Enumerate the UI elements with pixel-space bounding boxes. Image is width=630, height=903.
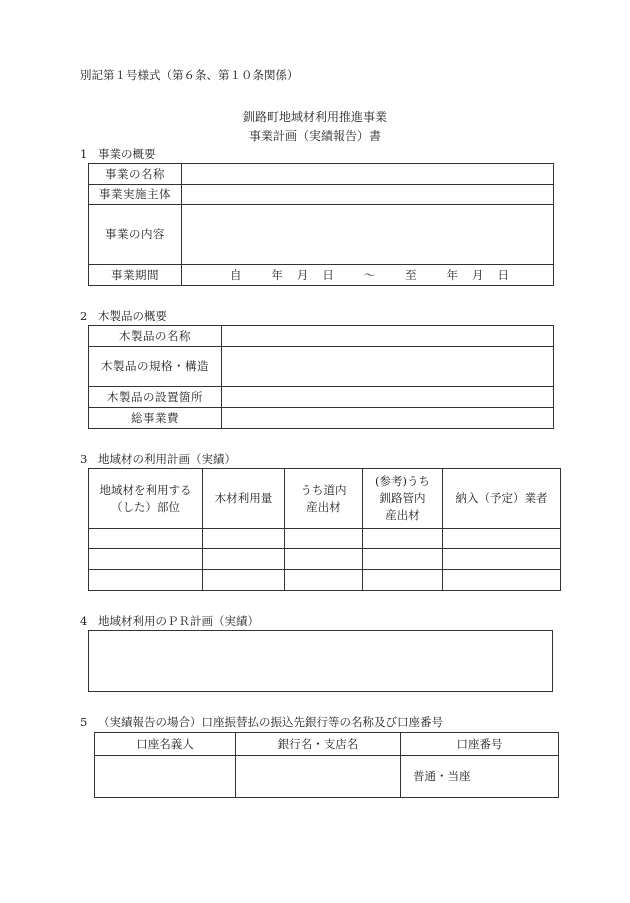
table-row <box>89 326 554 347</box>
period-month-2: 月 <box>472 267 484 282</box>
usage-cell[interactable] <box>363 529 443 549</box>
usage-cell[interactable] <box>285 529 363 549</box>
usage-cell[interactable] <box>363 570 443 591</box>
project-content-field[interactable] <box>182 205 554 265</box>
usage-cell[interactable] <box>443 549 561 570</box>
usage-cell[interactable] <box>203 570 285 591</box>
title-line-2: 事業計画（実績報告）書 <box>248 129 381 143</box>
col-usage-part: 地域材を利用する （した）部位 <box>89 469 203 529</box>
table-row <box>89 387 554 408</box>
section-2-title: 木製品の概要 <box>98 309 167 323</box>
period-month-1: 月 <box>296 267 309 282</box>
section-5-number: 5 <box>80 715 88 729</box>
bank-account-table <box>94 732 559 798</box>
table-row <box>89 265 554 286</box>
usage-cell[interactable] <box>363 549 443 570</box>
table-row <box>89 185 554 205</box>
table-row <box>89 549 561 570</box>
document-title <box>0 108 630 146</box>
pr-plan-field[interactable] <box>89 631 553 692</box>
account-number-field[interactable] <box>401 756 559 798</box>
total-cost-label: 総事業費 <box>89 408 222 429</box>
product-name-label: 木製品の名称 <box>89 326 222 347</box>
usage-plan-table <box>88 468 561 591</box>
install-location-label: 木製品の設置箇所 <box>89 387 222 408</box>
bank-branch-field[interactable] <box>236 756 401 798</box>
col-account-number: 口座番号 <box>401 733 559 756</box>
section-3-number: 3 <box>80 452 88 466</box>
table-row <box>89 529 561 549</box>
col-hokkaido-wood: うち道内 産出材 <box>285 469 363 529</box>
table-row <box>89 347 554 387</box>
project-name-field[interactable] <box>182 164 554 185</box>
table-row <box>89 631 553 692</box>
usage-cell[interactable] <box>443 529 561 549</box>
period-to: 至 <box>405 267 417 282</box>
section-2-heading <box>80 308 167 324</box>
period-year-1: 年 <box>271 267 283 282</box>
section-1-title: 事業の概要 <box>98 147 156 161</box>
section-3-heading <box>80 451 236 467</box>
section-3-title: 地域材の利用計画（実績） <box>98 452 236 466</box>
table-row <box>95 756 559 798</box>
usage-cell[interactable] <box>285 549 363 570</box>
project-period-field[interactable] <box>182 265 554 286</box>
implementing-body-field[interactable] <box>182 185 554 205</box>
account-type-text: 普通・当座 <box>413 769 471 783</box>
usage-cell[interactable] <box>285 570 363 591</box>
product-spec-label: 木製品の規格・構造 <box>89 347 222 387</box>
table-row <box>89 164 554 185</box>
col-wood-amount: 木材利用量 <box>203 469 285 529</box>
period-day-2: 日 <box>497 267 509 282</box>
implementing-body-label: 事業実施主体 <box>89 185 182 205</box>
table-row <box>95 733 559 756</box>
period-year-2: 年 <box>446 267 458 282</box>
form-number: 別記第１号様式（第６条、第１０条関係） <box>80 68 299 82</box>
usage-cell[interactable] <box>203 549 285 570</box>
install-location-field[interactable] <box>222 387 554 408</box>
product-name-field[interactable] <box>222 326 554 347</box>
table-row <box>89 205 554 265</box>
table-row <box>89 408 554 429</box>
title-line-1: 釧路町地域材利用推進事業 <box>242 110 387 124</box>
col-supplier: 納入（予定）業者 <box>443 469 561 529</box>
wood-product-table <box>88 325 554 429</box>
col-kushiro-wood: (参考)うち 釧路管内 産出材 <box>363 469 443 529</box>
col-account-holder: 口座名義人 <box>95 733 236 756</box>
usage-cell[interactable] <box>203 529 285 549</box>
pr-plan-table <box>88 630 553 692</box>
section-5-title: （実績報告の場合）口座振替払の振込先銀行等の名称及び口座番号 <box>98 715 443 729</box>
section-1-number: 1 <box>80 147 88 161</box>
table-row <box>89 469 561 529</box>
period-from: 自 <box>230 267 242 282</box>
table-row <box>89 570 561 591</box>
section-5-heading <box>80 714 443 730</box>
section-2-number: 2 <box>80 309 88 323</box>
usage-cell[interactable] <box>443 570 561 591</box>
project-content-label: 事業の内容 <box>89 205 182 265</box>
account-holder-field[interactable] <box>95 756 236 798</box>
period-tilde: ～ <box>363 267 376 282</box>
section-1-heading <box>80 146 156 162</box>
project-period-label: 事業期間 <box>89 265 182 286</box>
product-spec-field[interactable] <box>222 347 554 387</box>
col-bank-branch: 銀行名・支店名 <box>236 733 401 756</box>
section-4-title: 地域材利用のＰＲ計画（実績） <box>98 614 259 628</box>
usage-cell[interactable] <box>89 570 203 591</box>
period-day-1: 日 <box>322 267 334 282</box>
usage-cell[interactable] <box>89 529 203 549</box>
overview-table <box>88 163 554 286</box>
total-cost-field[interactable] <box>222 408 554 429</box>
project-name-label: 事業の名称 <box>89 164 182 185</box>
section-4-heading <box>80 613 259 629</box>
usage-cell[interactable] <box>89 549 203 570</box>
section-4-number: 4 <box>80 614 88 628</box>
